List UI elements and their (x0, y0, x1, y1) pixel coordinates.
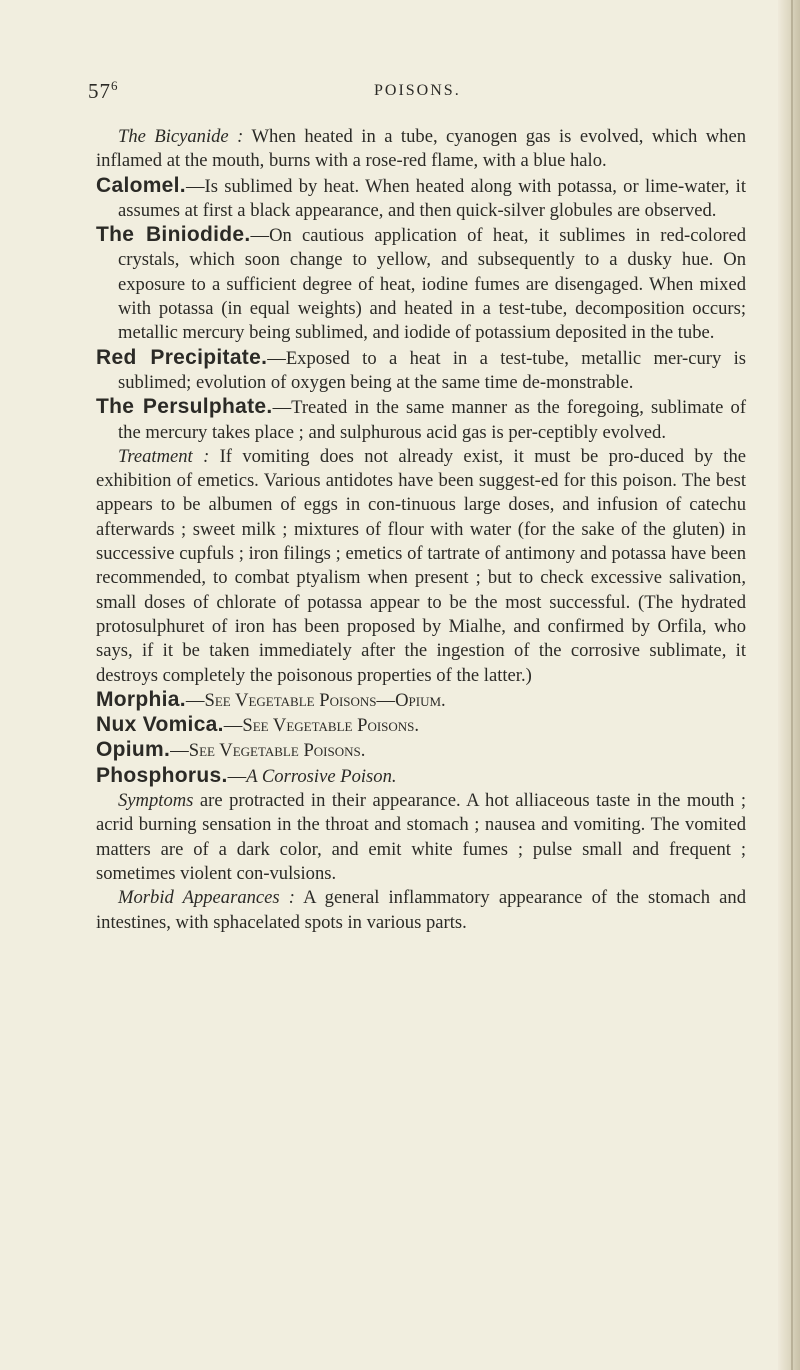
term-opium: Opium. (96, 738, 171, 762)
subheading-symptoms: Symptoms (118, 790, 194, 812)
page-body (96, 125, 746, 935)
paragraph-symptoms: Symptoms are protracted in their appearance. A hot alliaceous taste in the mouth ; acrid burning sensation in the throat and stomach ; nausea and vomiting. The vomited matters are of a dark color, and emit white fumes ; pulse small and frequent ; sometimes violent con-vulsions. (96, 790, 746, 884)
entry-persulphate: The Persulphate.—Treated in the same manner as the foregoing, sublimate of the mercury takes place ; and sulphurous acid gas is per-ceptibly evolved. (96, 395, 747, 443)
page-header (88, 78, 748, 108)
entry-morphia: Morphia.—See Vegetable Poisons—Opium. (96, 687, 446, 711)
paragraph-morbid-appearances: Morbid Appearances : A general inflammatory appearance of the stomach and intestines, with sphacelated spots in various parts. (96, 887, 747, 933)
term-red-precipitate: Red Precipitate. (96, 345, 268, 369)
term-phosphorus: Phosphorus. (96, 763, 228, 787)
phosphorus-subtitle: A Corrosive Poison. (246, 765, 397, 787)
paragraph-treatment: Treatment : If vomiting does not already exist, it must be pro-duced by the exhibition of emetics. Various antidotes have been suggest-ed for this poison. The best appears to be albumen of eggs in con-tinuous large doses, and infusion of catechu afterwards ; sweet milk ; mixtures of flour with water (for the sake of the gluten) in successive cupfuls ; iron filings ; emetics of tartrate of antimony and potassa have been recommended, to combat ptyalism when present ; but to check excessive salivation, small doses of chlorate of potassa appear to be the most successful. (The hydrated protosulphuret of iron has been proposed by Mialhe, and confirmed by Orfila, who says, if it be taken immediately after the ingestion of the corrosive sublimate, it destroys completely the poisonous properties of the latter.) (96, 445, 747, 686)
entry-nux-vomica: Nux Vomica.—See Vegetable Poisons. (96, 713, 420, 737)
term-biniodide: The Biniodide. (96, 223, 251, 247)
subheading-morbid-appearances: Morbid Appearances : (118, 887, 295, 909)
paragraph-bicyanide: The Bicyanide : When heated in a tube, cyanogen gas is evolved, which when inflamed at the mouth, burns with a rose-red flame, with a blue halo. (96, 126, 746, 172)
page-edge-shadow (778, 0, 800, 1370)
term-nux-vomica: Nux Vomica. (96, 713, 224, 737)
subheading-bicyanide: The Bicyanide : (118, 126, 244, 147)
entry-opium: Opium.—See Vegetable Poisons. (96, 738, 366, 762)
running-head: POISONS. (374, 82, 461, 99)
page-number: $57^6$ (88, 78, 119, 103)
term-morphia: Morphia. (96, 687, 186, 711)
entry-calomel: Calomel.—Is sublimed by heat. When heated along with potassa, or lime-water, it assumes at first a black appearance, and then quick-silver globules are observed. (96, 173, 746, 221)
page-edge-line (791, 0, 793, 1370)
term-persulphate: The Persulphate. (96, 395, 273, 419)
term-calomel: Calomel. (96, 173, 186, 197)
entry-red-precipitate: Red Precipitate.—Exposed to a heat in a test-tube, metallic mer-cury is sublimed; evolution of oxygen being at the same time de-monstrable. (96, 345, 746, 393)
entry-phosphorus: Phosphorus.—A Corrosive Poison. (96, 763, 397, 787)
entry-biniodide: The Biniodide.—On cautious application of heat, it sublimes in red-colored crystals, which soon change to yellow, and subsequently to a dusky hue. On exposure to a sufficient degree of heat, iodine fumes are disengaged. When mixed with potassa (in equal weights) and heated in a test-tube, decomposition occurs; metallic mercury being sublimed, and iodide of potassium deposited in the tube. (96, 223, 746, 344)
subheading-treatment: Treatment : (118, 445, 210, 467)
